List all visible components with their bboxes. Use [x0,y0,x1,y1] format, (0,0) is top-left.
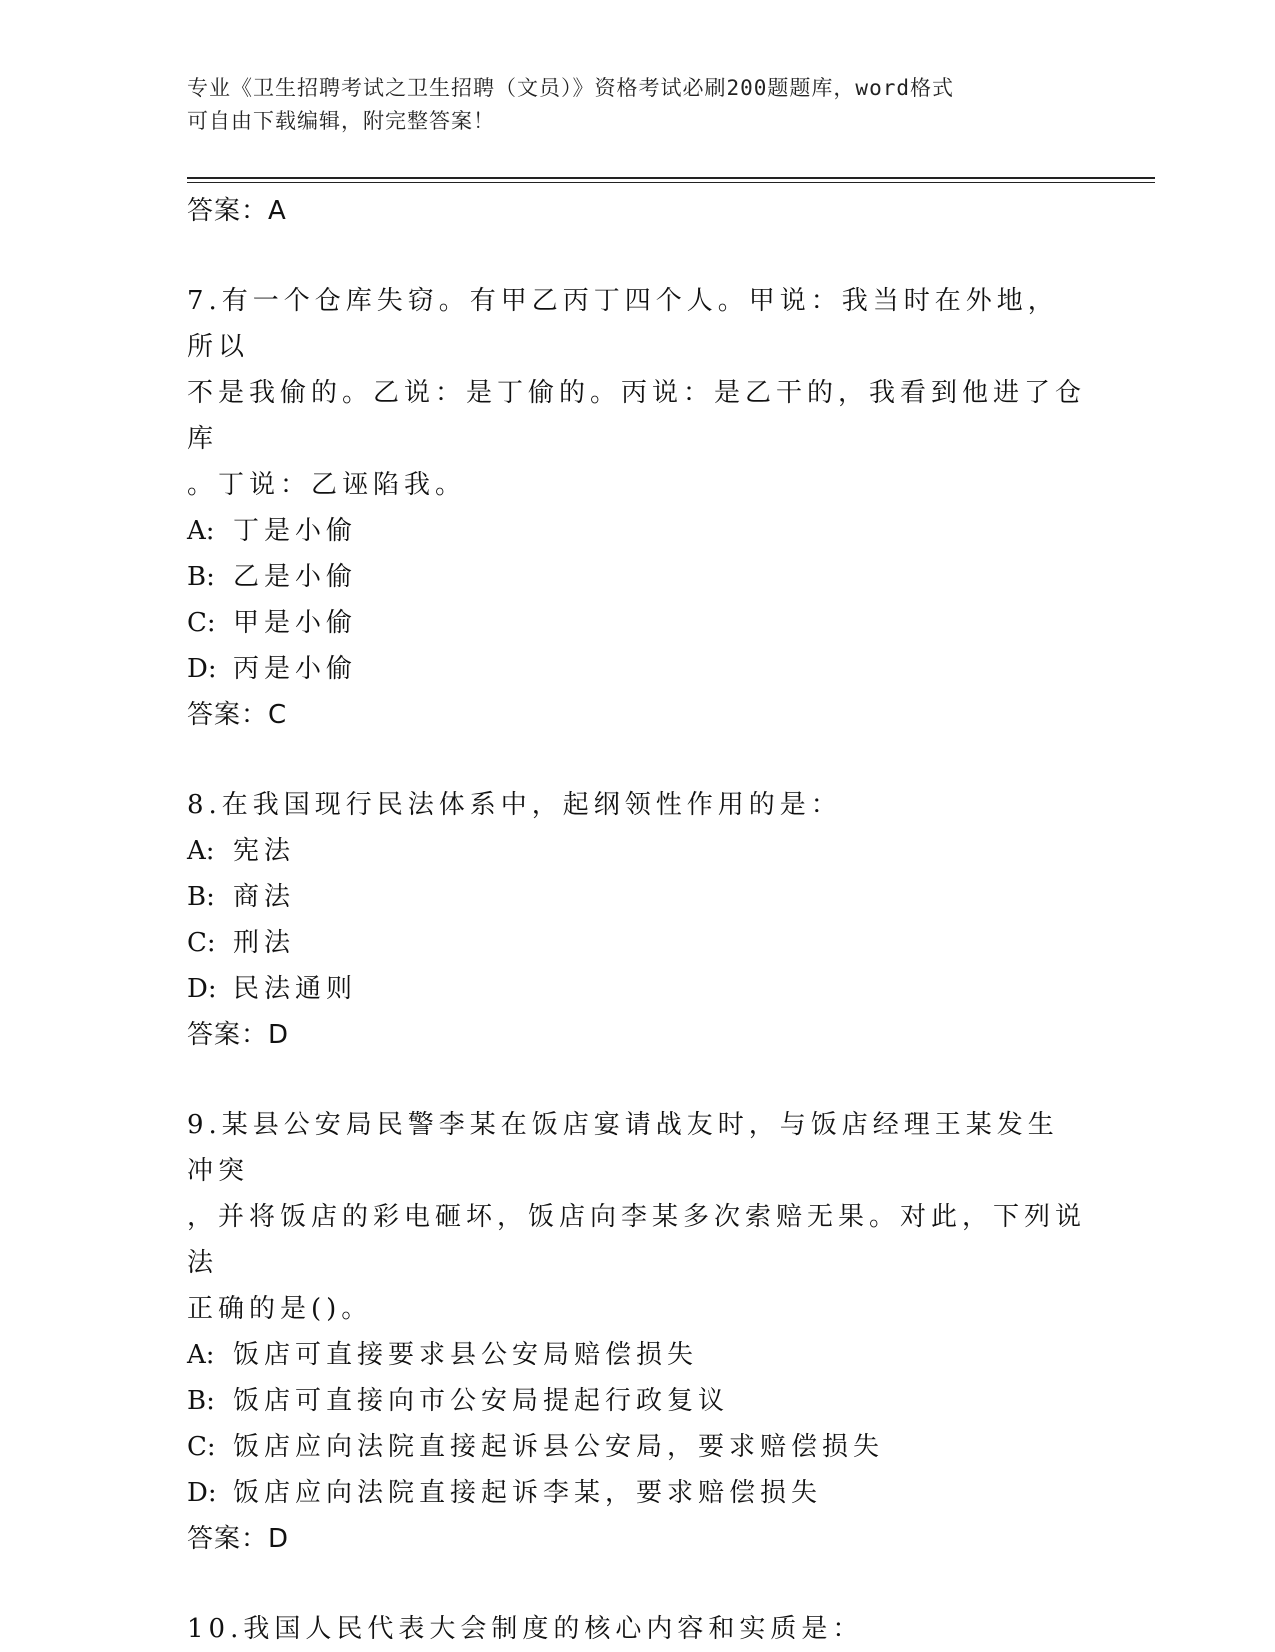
question-text-line: 7.有一个仓库失窃。有甲乙丙丁四个人。甲说：我当时在外地，所以 [187,286,1059,362]
option-b [187,874,1087,920]
page-header [187,72,1067,138]
option-text: 饭店应向法院直接起诉县公安局，要求赔偿损失 [233,1432,885,1462]
option-letter: D: [187,974,217,1004]
option-text: 民法通则 [233,974,358,1004]
option-letter: C: [187,1432,216,1462]
option-letter: A: [187,836,215,866]
option-text: 丙是小偷 [233,654,358,684]
option-letter: D: [187,654,217,684]
option-text: 饭店应向法院直接起诉李某，要求赔偿损失 [233,1478,823,1508]
option-letter: D: [187,1478,217,1508]
header-line-1: 专业《卫生招聘考试之卫生招聘（文员）》资格考试必刷200题题库，word格式 [187,76,954,100]
option-b [187,1378,1087,1424]
option-text: 丁是小偷 [233,516,358,546]
question-block [187,1606,1087,1652]
option-c [187,1424,1087,1470]
question-text-line: 9.某县公安局民警李某在饭店宴请战友时，与饭店经理王某发生冲突 [187,1110,1059,1186]
option-text: 宪法 [233,836,296,866]
question-block [187,278,1087,738]
answer-line: 答案：D [187,1524,290,1554]
option-b [187,554,1087,600]
answer-line: 答案：A [187,196,287,226]
spacer [187,1562,1087,1606]
answer-line: 答案：C [187,700,288,730]
option-text: 甲是小偷 [233,608,358,638]
option-a [187,1332,1087,1378]
option-c [187,600,1087,646]
spacer [187,1058,1087,1102]
question-list [187,188,1087,1652]
option-letter: B: [187,882,215,912]
option-letter: B: [187,562,215,592]
option-letter: C: [187,928,216,958]
question-text-line: 正确的是()。 [187,1294,373,1324]
header-rule [187,177,1155,179]
option-text: 饭店可直接向市公安局提起行政复议 [233,1386,730,1416]
option-a [187,508,1087,554]
header-line-2: 可自由下载编辑，附完整答案！ [187,109,495,133]
spacer [187,738,1087,782]
question-block [187,1102,1087,1562]
option-letter: A: [187,516,215,546]
option-letter: A: [187,1340,215,1370]
option-text: 饭店可直接要求县公安局赔偿损失 [233,1340,699,1370]
question-text-line: ，并将饭店的彩电砸坏，饭店向李某多次索赔无果。对此，下列说法 [187,1202,1087,1278]
option-text: 乙是小偷 [233,562,358,592]
option-letter: B: [187,1386,215,1416]
question-text-line: 不是我偷的。乙说：是丁偷的。丙说：是乙干的，我看到他进了仓库 [187,378,1087,454]
question-block [187,782,1087,1058]
option-d [187,966,1087,1012]
option-d [187,1470,1087,1516]
option-letter: C: [187,608,216,638]
answer-line: 答案：D [187,1020,290,1050]
option-d [187,646,1087,692]
question-text-line: 8.在我国现行民法体系中，起纲领性作用的是： [187,790,842,820]
header-rule-thin [187,182,1155,183]
option-text: 刑法 [233,928,296,958]
spacer [187,234,1087,278]
option-text: 商法 [233,882,296,912]
question-text-line: 10.我国人民代表大会制度的核心内容和实质是： [187,1614,864,1644]
option-a [187,828,1087,874]
question-text-line: 。丁说：乙诬陷我。 [187,470,467,500]
option-c [187,920,1087,966]
